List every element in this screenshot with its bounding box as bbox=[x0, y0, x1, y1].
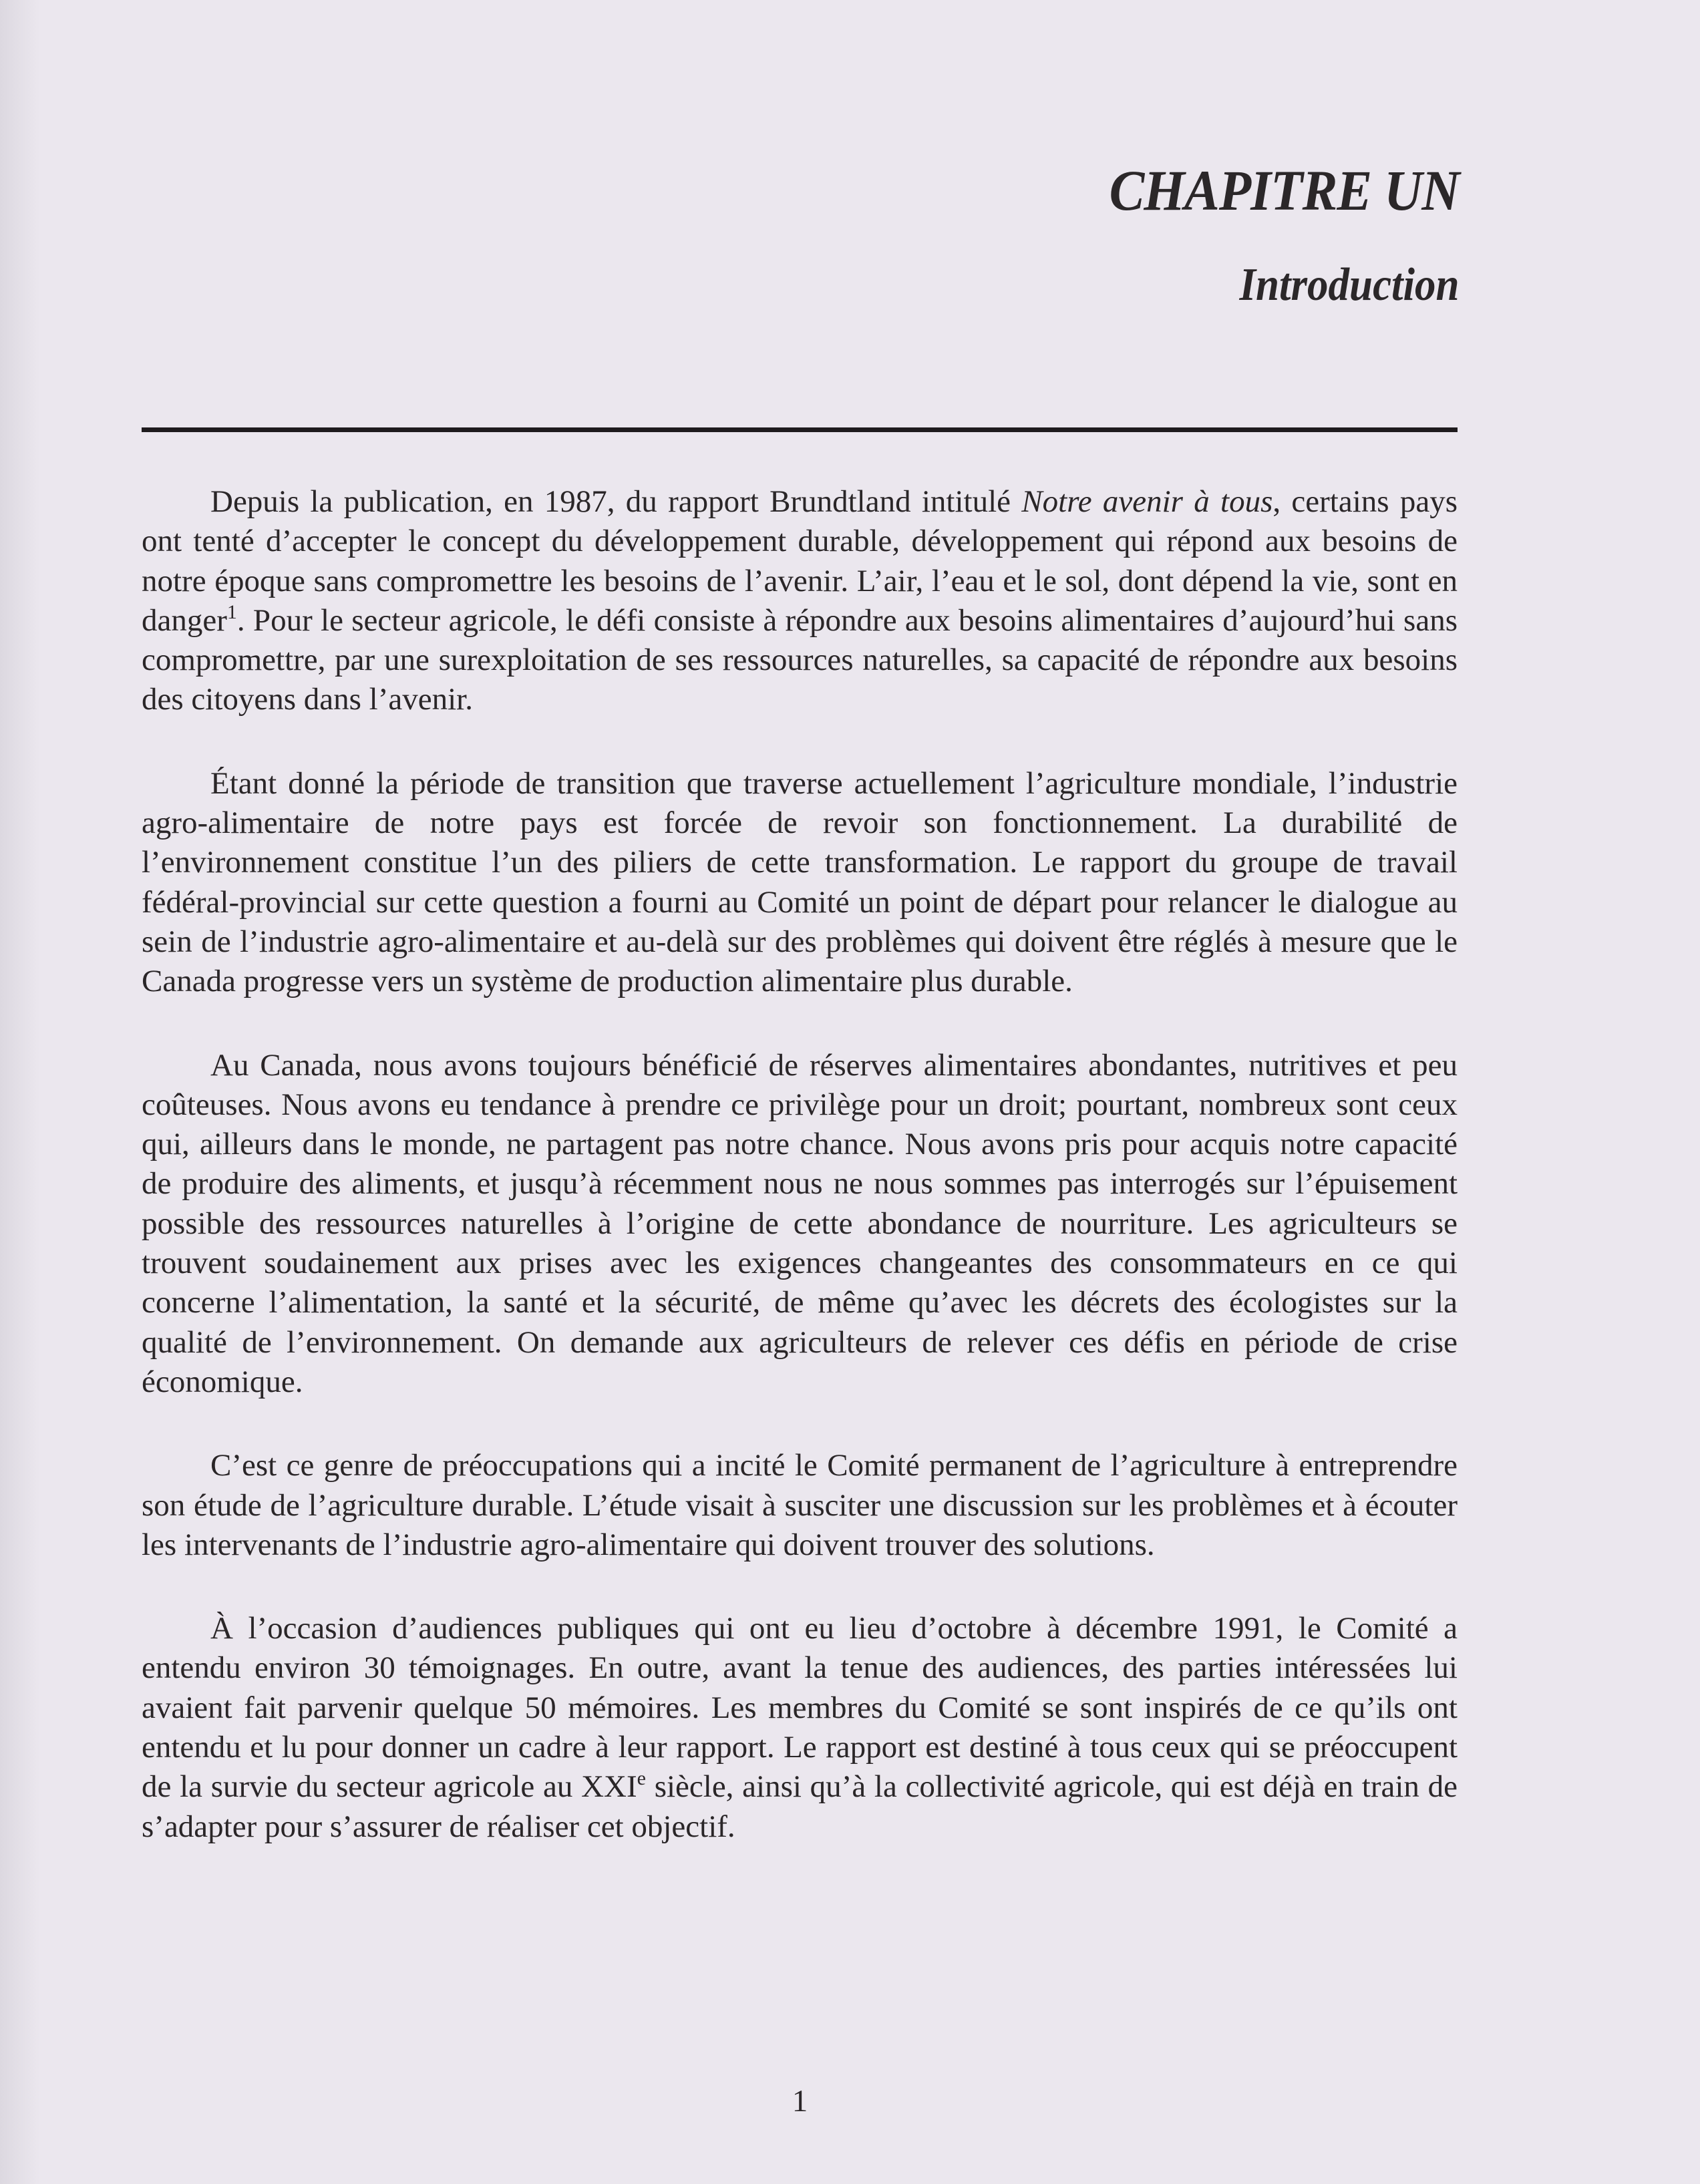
paragraph-3: Au Canada, nous avons toujours bénéficié de réserves alimentaires abondantes, nutritives et peu coûteuses. Nous avons eu tendance à prendre ce privilège pour un droit; pourtant, nombreux sont ceux qui, ailleurs dans le monde, ne partagent pas notre chance. Nous avons pris pour acquis notre capacité de produire des aliments, et jusqu’à récemment nous ne nous sommes pas interrogés sur l’épuisement possible des ressources naturelles à l’origine de cette abondance de nourriture. Les agriculteurs se trouvent soudainement aux prises avec les exigences changeantes des consommateurs en ce qui concerne l’alimentation, la santé et la sécurité, de même qu’avec les décrets des écologistes sur la qualité de l’environnement. On demande aux agriculteurs de relever ces défis en période de crise économique. bbox=[142, 1047, 1458, 1399]
paragraph-2: Étant donné la période de transition que traverse actuellement l’agriculture mondiale, l’industrie agro-alimentaire de notre pays est forcée de revoir son fonctionnement. La durabilité de l’environnement constitue l’un des piliers de cette transformation. Le rapport du groupe de travail fédéral-provincial sur cette question a fourni au Comité un point de départ pour relancer le dialogue au sein de l’industrie agro-alimentaire et au-delà sur des problèmes qui doivent être réglés à mesure que le Canada progresse vers un système de production alimentaire plus durable. bbox=[142, 765, 1458, 999]
paragraph-1-text-c: . Pour le secteur agricole, le défi consiste à répondre aux besoins alimentaires d’aujourd’hui sans compromettre, par une surexploitation de ses ressources naturelles, sa capacité de répondre aux besoins des citoyens dans l’avenir. bbox=[142, 602, 1458, 717]
page-gutter-shadow bbox=[0, 0, 40, 2184]
paragraph-4: C’est ce genre de préoccupations qui a incité le Comité permanent de l’agriculture à entreprendre son étude de l’agriculture durable. L’étude visait à susciter une discussion sur les problèmes et à écouter les intervenants de l’industrie agro-alimentaire qui doivent trouver des solutions. bbox=[142, 1448, 1458, 1562]
body-text bbox=[142, 482, 1458, 1891]
report-title-italic: Notre avenir à tous bbox=[1021, 484, 1273, 519]
paragraph-1-text-b: , certains pays ont tenté d’accepter le concept du développement durable, développement qui répond aux besoins de notre époque sans compromettre les besoins de l’avenir. L’air, l’eau et le sol, dont dépend la vie, sont en danger bbox=[142, 484, 1458, 638]
heading-divider bbox=[142, 427, 1458, 432]
paragraph-5 bbox=[142, 1609, 1458, 1847]
paragraph-1-text-a: Depuis la publication, en 1987, du rapport Brundtland intitulé bbox=[210, 484, 1022, 519]
chapter-heading bbox=[1079, 157, 1460, 312]
paragraph-5-text-a: À l’occasion d’audiences publiques qui ont eu lieu d’octobre à décembre 1991, le Comité a entendu environ 30 témoignages. En outre, avant la tenue des audiences, des parties intéressées lui avaient fait parvenir quelque 50 mémoires. Les membres du Comité se sont inspirés de ce qu’ils ont entendu et lu pour donner un cadre à leur rapport. Le rapport est destiné à tous ceux qui se préoccupent de la survie du secteur agricole au XXI bbox=[142, 1611, 1458, 1805]
paragraph-1 bbox=[142, 482, 1458, 720]
footnote-marker: 1 bbox=[226, 600, 237, 623]
page-number: 1 bbox=[792, 2084, 808, 2119]
chapter-number-title: CHAPITRE UN bbox=[1109, 158, 1460, 222]
chapter-title: Introduction bbox=[1239, 259, 1460, 311]
paragraph-5-text-b: siècle, ainsi qu’à la collectivité agricole, qui est déjà en train de s’adapter pour s’assurer de réaliser cet objectif. bbox=[142, 1769, 1458, 1844]
century-superscript: e bbox=[637, 1767, 646, 1790]
